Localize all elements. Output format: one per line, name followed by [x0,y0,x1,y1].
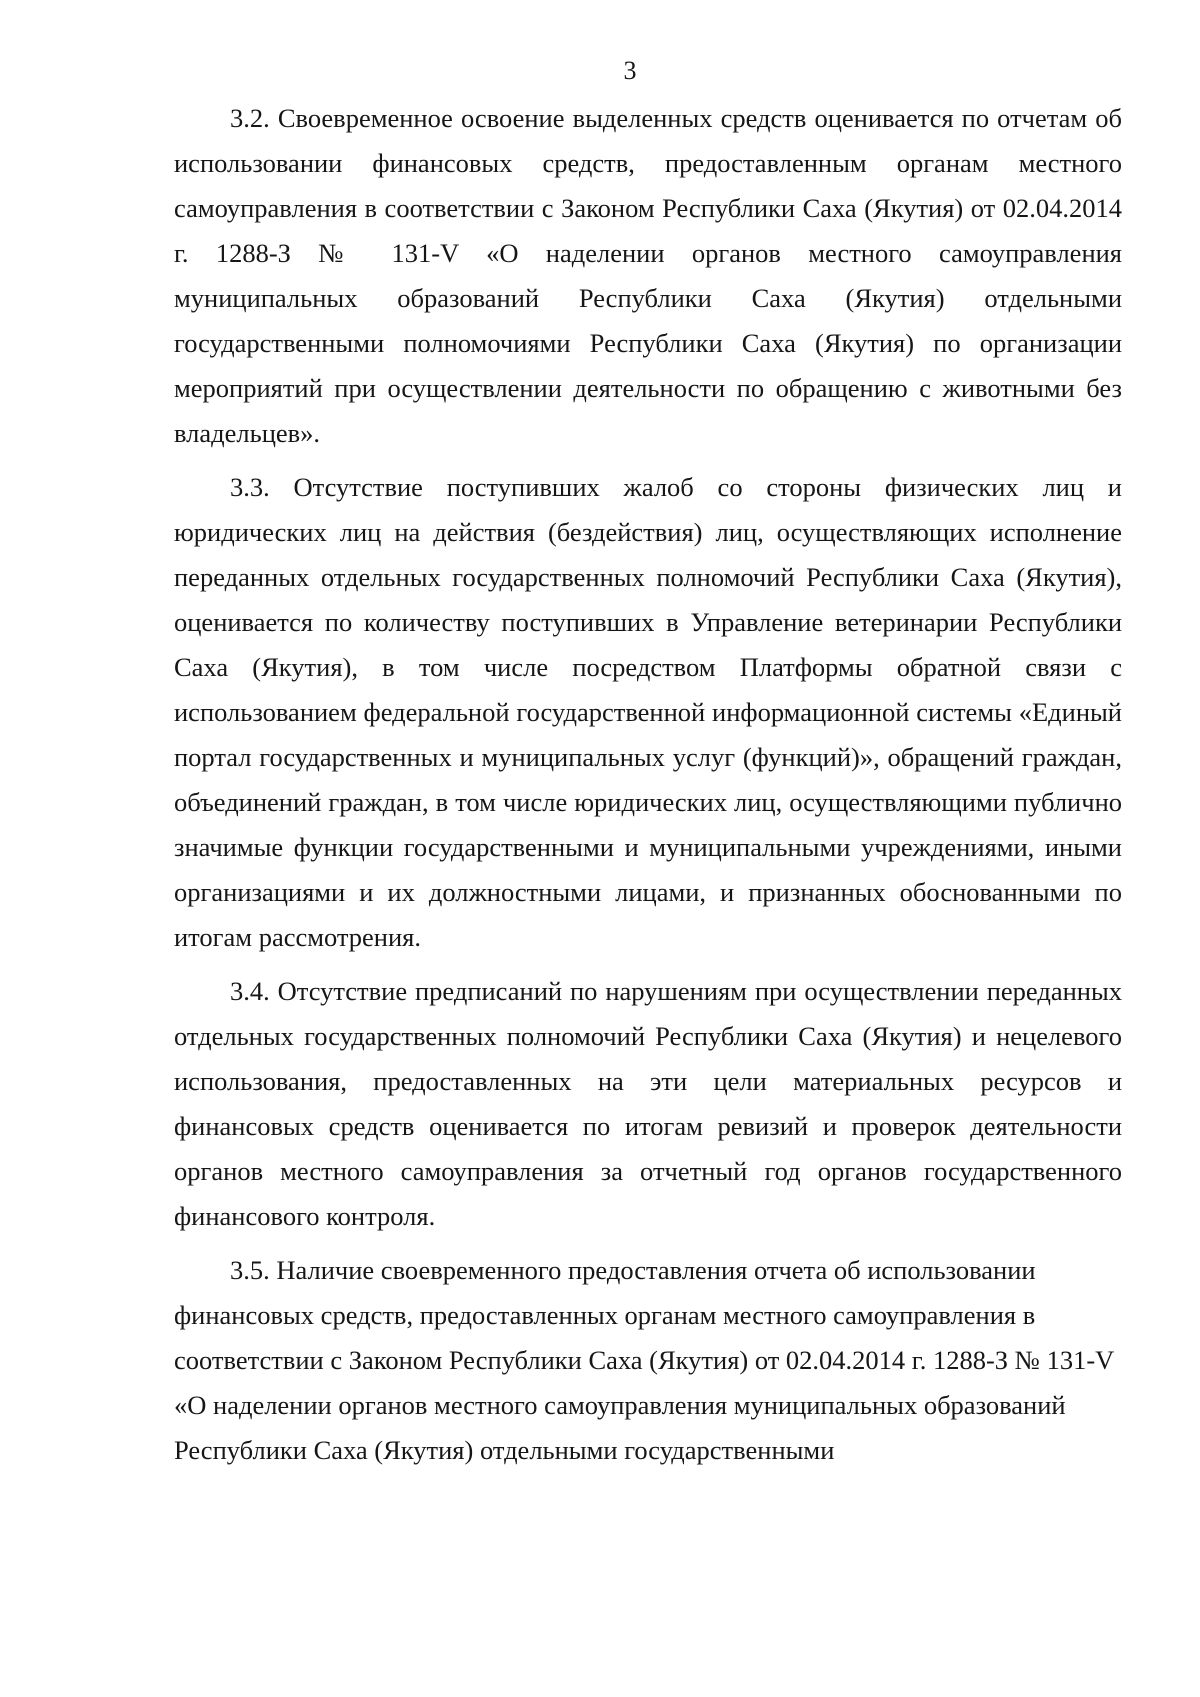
document-body [174,96,1122,1482]
paragraph-3-2: 3.2. Своевременное освоение выделенных средств оценивается по отчетам об использовании финансовых средств, предоставленным органам местного самоуправления в соответствии с Законом Республики Саха (Якутия) от 02.04.2014 г. 1288-З № 131-V «О наделении органов местного самоуправления муниципальных образований Республики Саха (Якутия) отдельными государственными полномочиями Республики Саха (Якутия) по организации мероприятий при осуществлении деятельности по обращению с животными без владельцев». [174,103,1122,448]
paragraph-3-3: 3.3. Отсутствие поступивших жалоб со стороны физических лиц и юридических лиц на действия (бездействия) лиц, осуществляющих исполнение переданных отдельных государственных полномочий Республики Саха (Якутия), оценивается по количеству поступивших в Управление ветеринарии Республики Саха (Якутия), в том числе посредством Платформы обратной связи с использованием федеральной государственной информационной системы «Единый портал государственных и муниципальных услуг (функций)», обращений граждан, объединений граждан, в том числе юридических лиц, осуществляющими публично значимые функции государственными и муниципальными учреждениями, иными организациями и их должностными лицами, и признанных обоснованными по итогам рассмотрения. [174,472,1122,952]
paragraph-3-5: 3.5. Наличие своевременного предоставления отчета об использовании финансовых средств, предоставленных органам местного самоуправления в соответствии с Законом Республики Саха (Якутия) от 02.04.2014 г. 1288-З № 131-V «О наделении органов местного самоуправления муниципальных образований Республики Саха (Якутия) отдельными государственными [174,1255,1114,1465]
paragraph-3-4: 3.4. Отсутствие предписаний по нарушениям при осуществлении переданных отдельных государственных полномочий Республики Саха (Якутия) и нецелевого использования, предоставленных на эти цели материальных ресурсов и финансовых средств оценивается по итогам ревизий и проверок деятельности органов местного самоуправления за отчетный год органов государственного финансового контроля. [174,976,1122,1231]
page-number: 3 [623,56,637,85]
